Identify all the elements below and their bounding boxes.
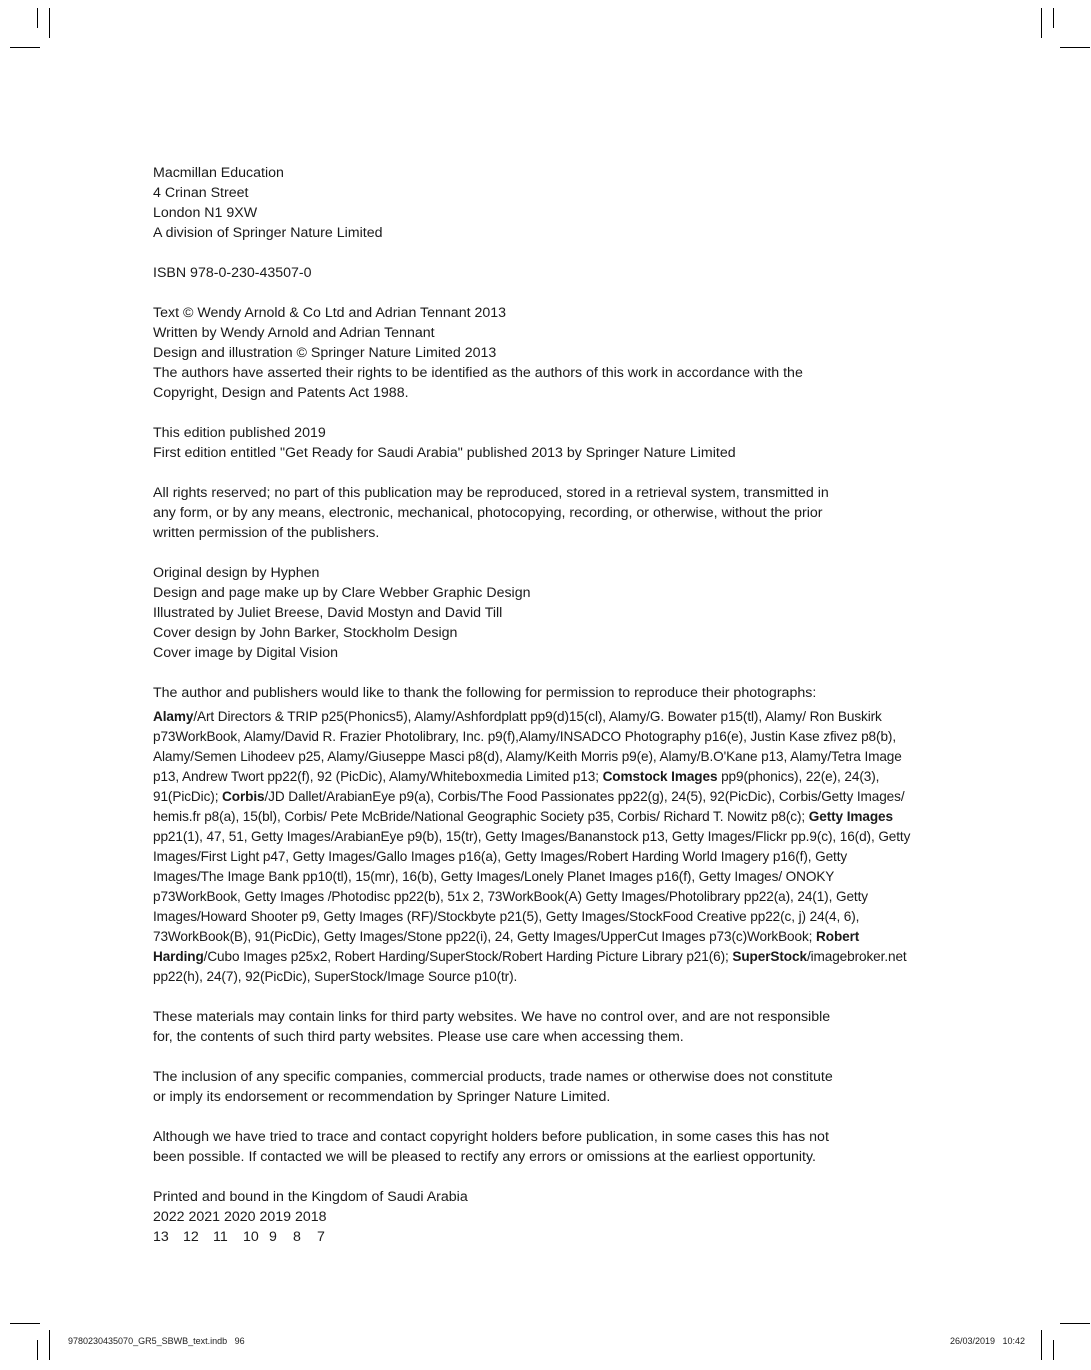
rights-line: any form, or by any means, electronic, mechanical, photocopying, recording, or otherwise, without the prior [153,505,823,521]
credit-label-comstock: Comstock Images [602,769,718,784]
edition-line: First edition entitled "Get Ready for Saudi Arabia" published 2013 by Springer Nature Limited [153,445,736,461]
notice-line: been possible. If contacted we will be pleased to rectify any errors or omissions at the earliest opportunity. [153,1149,816,1165]
impression-number: 8 [293,1229,301,1245]
third-party-notice [153,1007,913,1047]
credit-label-harding: Robert Harding [153,929,860,964]
endorsement-notice [153,1067,913,1107]
isbn: ISBN 978-0-230-43507-0 [153,265,312,281]
design-credit-line: Illustrated by Juliet Breese, David Mostyn and David Till [153,605,503,621]
copyright-line: Text © Wendy Arnold & Co Ltd and Adrian Tennant 2013 [153,305,507,321]
impression-number: 12 [183,1229,199,1245]
rights-line: written permission of the publishers. [153,525,380,541]
impression-number: 10 [243,1229,259,1245]
credit-text: pp9(phonics), 22(e), 24(3), 91(PicDic); [153,769,880,804]
notice-line: These materials may contain links for third party websites. We have no control over, and are not responsible [153,1009,831,1025]
credit-label-superstock: SuperStock [732,949,807,964]
crop-mark [1053,1340,1054,1360]
address-line: 4 Crinan Street [153,185,249,201]
crop-mark [49,8,50,38]
notice-line: for, the contents of such third party websites. Please use care when accessing them. [153,1029,684,1045]
crop-mark [1053,8,1054,28]
crop-mark [1060,47,1090,48]
rights-line: All rights reserved; no part of this publication may be reproduced, stored in a retrieval system, transmitted in [153,485,829,501]
edition-line: This edition published 2019 [153,425,326,441]
copyright-line: Written by Wendy Arnold and Adrian Tennant [153,325,435,341]
photo-credits [153,707,913,987]
crop-mark [37,8,38,28]
photo-acknowledgements [153,683,913,987]
copyright-page [153,163,913,1247]
design-credit-line: Cover image by Digital Vision [153,645,339,661]
slug-timestamp: 26/03/2019 10:42 [950,1336,1026,1346]
printing-info [153,1187,913,1247]
crop-mark [1060,1323,1090,1324]
address-line: A division of Springer Nature Limited [153,225,383,241]
credit-label-corbis: Corbis [222,789,265,804]
copyright-block [153,303,913,403]
impression-numbers [153,1227,913,1247]
print-years: 2022 2021 2020 2019 2018 [153,1209,327,1225]
copyright-line: Copyright, Design and Patents Act 1988. [153,385,409,401]
edition-block [153,423,913,463]
impression-number: 9 [269,1229,277,1245]
notice-line: or imply its endorsement or recommendation by Springer Nature Limited. [153,1089,611,1105]
address-line: Macmillan Education [153,165,284,181]
credit-label-alamy: Alamy [153,709,194,724]
credit-text: /Art Directors & TRIP p25(Phonics5), Alamy/Ashfordplatt pp9(d)15(cl), Alamy/G. Bowater p15(tl), Alamy/ Ron Buskirk p73WorkBook, Alamy/David R. Frazier Photolibrary, Inc. p9(f),Alamy/INSADCO Photography p16(e), Justin Kase zfivez p8(b), Alamy/Semen Lihodeev p25, Alamy/Giuseppe Masci p8(d), Alamy/Keith Morris p9(e), Alamy/B.O'Kane p13, Alamy/Tetra Image p13, Andrew Twort pp22(f), 92 (PicDic), Alamy/Whiteboxmedia Limited p13; [153,709,902,784]
crop-mark [10,1323,40,1324]
address-line: London N1 9XW [153,205,258,221]
crop-mark [49,1330,50,1360]
copyright-line: Design and illustration © Springer Nature Limited 2013 [153,345,497,361]
crop-mark [10,47,40,48]
design-credit-line: Cover design by John Barker, Stockholm Design [153,625,458,641]
copyright-line: The authors have asserted their rights to be identified as the authors of this work in accordance with the [153,365,803,381]
credit-label-getty: Getty Images [808,809,893,824]
notice-line: Although we have tried to trace and contact copyright holders before publication, in some cases this has not [153,1129,829,1145]
credit-text: pp21(1), 47, 51, Getty Images/ArabianEye p9(b), 15(tr), Getty Images/Bananstock p13, Getty Images/Flickr pp.9(c), 16(d), Getty Images/First Light p47, Getty Images/Gallo Images p16(a), Getty Images/Robert Harding World Imagery p16(f), Getty Images/The Image Bank pp10(tl), 15(mr), 16(b), Getty Images/Lonely Planet Images p16(f), Getty Images/ ONOKY p73WorkBook, Getty Images /Photodisc pp22(b), 51x 2, 73WorkBook(A) Getty Images/Photolibrary pp22(a), 24(1), Getty Images/Howard Shooter p9, Getty Images (RF)/Stockbyte p21(5), Getty Images/StockFood Creative pp22(c, j) 24(4, 6), 73WorkBook(B), 91(PicDic), Getty Images/Stone pp22(i), 24, Getty Images/UpperCut Images p73(c)WorkBook; [153,829,911,944]
crop-mark [1041,1330,1042,1360]
design-credit-line: Design and page make up by Clare Webber Graphic Design [153,585,531,601]
credit-text: /JD Dallet/ArabianEye p9(a), Corbis/The Food Passionates pp22(g), 24(5), 92(PicDic), Corbis/Getty Images/ hemis.fr p8(a), 15(bl), Corbis/ Pete McBride/National Geographic Society p35, Corbis/ Richard T. Nowitz p8(c); [153,789,905,824]
impression-number: 13 [153,1229,169,1245]
trace-notice [153,1127,913,1167]
credit-text: /imagebroker.net pp22(h), 24(7), 92(PicDic), SuperStock/Image Source p10(tr). [153,949,907,984]
slug-filename: 9780230435070_GR5_SBWB_text.indb 96 [68,1336,245,1346]
design-credit-line: Original design by Hyphen [153,565,320,581]
photo-intro: The author and publishers would like to thank the following for permission to reproduce their photographs: [153,685,817,701]
design-credits [153,563,913,663]
credit-text: /Cubo Images p25x2, Robert Harding/SuperStock/Robert Harding Picture Library p21(6); [203,949,733,964]
crop-mark [37,1340,38,1360]
crop-mark [1041,8,1042,38]
isbn-block [153,263,913,283]
printed-line: Printed and bound in the Kingdom of Saudi Arabia [153,1189,468,1205]
impression-number: 11 [213,1229,228,1245]
notice-line: The inclusion of any specific companies, commercial products, trade names or otherwise does not constitute [153,1069,833,1085]
impression-number: 7 [317,1229,325,1245]
rights-block [153,483,913,543]
publisher-address [153,163,913,243]
